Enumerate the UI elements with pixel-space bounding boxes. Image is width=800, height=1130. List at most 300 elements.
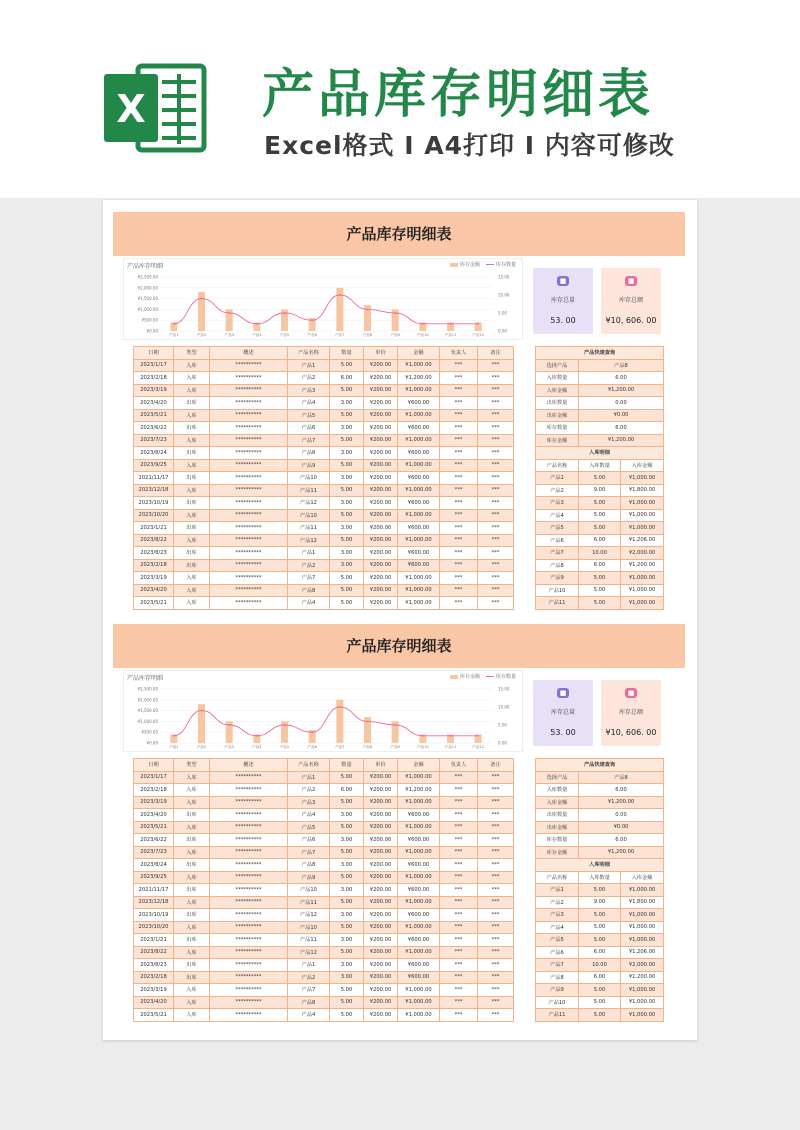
- table-cell: ¥1,000.00: [398, 996, 440, 1009]
- table-cell: 入库: [174, 771, 210, 784]
- table-cell: ***: [440, 896, 478, 909]
- x-tick-label: 产品2: [196, 745, 207, 749]
- table-cell: 产品4: [288, 397, 330, 410]
- table-cell: ¥200.00: [364, 409, 398, 422]
- y2-tick-label: 10.00: [498, 292, 510, 298]
- inbound-cell: 6.00: [579, 534, 621, 547]
- inbound-cell: 产品7: [536, 959, 579, 972]
- table-cell: ***: [440, 771, 478, 784]
- y-tick-label: ¥2,500.00: [137, 686, 158, 692]
- table-cell: 2023/2/18: [134, 971, 174, 984]
- table-cell: ¥1,000.00: [398, 409, 440, 422]
- inbound-title: 入库明细: [536, 859, 664, 872]
- table-cell: **********: [210, 859, 288, 872]
- lookup-row: [536, 834, 664, 847]
- inbound-cell: ¥1,000.00: [621, 921, 664, 934]
- inbound-cell: 6.00: [579, 946, 621, 959]
- x-tick-label: 产品8: [362, 745, 373, 749]
- table-cell: 5.00: [330, 771, 364, 784]
- chart-legend: 库存金额 库存数量: [450, 673, 516, 680]
- inbound-column-header: 入库金额: [621, 459, 664, 472]
- table-row: [134, 484, 514, 497]
- table-cell: **********: [210, 584, 288, 597]
- table-cell: ***: [440, 484, 478, 497]
- table-row: [134, 359, 514, 372]
- x-tick-label: 产品6: [307, 745, 317, 749]
- table-cell: ¥200.00: [364, 572, 398, 585]
- table-cell: 入库: [174, 434, 210, 447]
- table-cell: ¥600.00: [398, 934, 440, 947]
- table-cell: ***: [440, 996, 478, 1009]
- table-cell: 5.00: [330, 846, 364, 859]
- table-row: [134, 534, 514, 547]
- table-cell: 入库: [174, 572, 210, 585]
- table-cell: 5.00: [330, 584, 364, 597]
- excel-logo-icon: [100, 60, 210, 156]
- inbound-cell: ¥1,206.00: [621, 946, 664, 959]
- table-cell: **********: [210, 534, 288, 547]
- table-cell: ¥1,000.00: [398, 534, 440, 547]
- table-cell: ¥600.00: [398, 497, 440, 510]
- table-row: [134, 459, 514, 472]
- table-cell: ¥200.00: [364, 497, 398, 510]
- table-cell: 2023/5/21: [134, 409, 174, 422]
- x-tick-label: 产品9: [390, 333, 400, 337]
- lookup-value: 6.00: [579, 422, 664, 435]
- table-cell: ***: [440, 946, 478, 959]
- inbound-column-header: 入库数量: [579, 459, 621, 472]
- kpi-value: 53. 00: [550, 316, 576, 325]
- table-cell: 产品11: [288, 934, 330, 947]
- table-cell: 5.00: [330, 946, 364, 959]
- inbound-cell: 5.00: [579, 497, 621, 510]
- y-tick-label: ¥1,500.00: [137, 296, 158, 302]
- table-cell: **********: [210, 996, 288, 1009]
- inbound-cell: 产品6: [536, 946, 579, 959]
- inbound-row: [536, 597, 664, 610]
- wallet-icon: ■: [625, 688, 637, 698]
- table-cell: 入库: [174, 1009, 210, 1022]
- table-cell: 2023/6/22: [134, 834, 174, 847]
- table-cell: ***: [440, 409, 478, 422]
- table-cell: 5.00: [330, 796, 364, 809]
- table-cell: ¥200.00: [364, 846, 398, 859]
- lookup-key: 库存数量: [536, 834, 579, 847]
- chart-line-point: [201, 298, 203, 300]
- table-cell: 6.00: [330, 784, 364, 797]
- inbound-row: [536, 584, 664, 597]
- table-cell: 产品10: [288, 884, 330, 897]
- table-cell: 2023/8/23: [134, 547, 174, 560]
- inbound-cell: 5.00: [579, 572, 621, 585]
- lookup-row: [536, 384, 664, 397]
- table-cell: 产品11: [288, 522, 330, 535]
- inbound-row: [536, 522, 664, 535]
- table-cell: ***: [440, 459, 478, 472]
- sheet-title: 产品库存明细表: [113, 212, 685, 256]
- table-row: [134, 597, 514, 610]
- table-cell: **********: [210, 359, 288, 372]
- table-cell: ¥200.00: [364, 359, 398, 372]
- table-cell: 6.00: [330, 372, 364, 385]
- table-cell: 产品1: [288, 771, 330, 784]
- table-cell: 5.00: [330, 1009, 364, 1022]
- column-header: 数量: [330, 759, 364, 772]
- lookup-key: 库存数量: [536, 422, 579, 435]
- table-cell: ¥200.00: [364, 784, 398, 797]
- table-cell: 出库: [174, 497, 210, 510]
- table-cell: 出库: [174, 834, 210, 847]
- table-cell: ¥200.00: [364, 384, 398, 397]
- table-cell: **********: [210, 459, 288, 472]
- table-cell: 5.00: [330, 459, 364, 472]
- inbound-cell: ¥1,206.00: [621, 534, 664, 547]
- table-cell: ***: [440, 859, 478, 872]
- table-cell: ¥600.00: [398, 447, 440, 460]
- table-cell: 产品4: [288, 809, 330, 822]
- inbound-header-row: [536, 871, 664, 884]
- table-cell: ***: [478, 959, 514, 972]
- table-cell: 产品10: [288, 472, 330, 485]
- kpi-total-quantity: [533, 680, 593, 746]
- table-cell: ***: [440, 1009, 478, 1022]
- lookup-title-row: [536, 347, 664, 360]
- table-cell: 3.00: [330, 809, 364, 822]
- table-cell: ***: [478, 534, 514, 547]
- page-subtitle: Excel格式 I A4打印 I 内容可修改: [264, 131, 675, 160]
- table-cell: 3.00: [330, 834, 364, 847]
- table-cell: ¥200.00: [364, 821, 398, 834]
- table-row: [134, 946, 514, 959]
- table-cell: **********: [210, 472, 288, 485]
- table-cell: ***: [478, 359, 514, 372]
- table-cell: ***: [478, 397, 514, 410]
- table-row: [134, 909, 514, 922]
- y2-tick-label: 10.00: [498, 704, 510, 710]
- table-cell: 2023/12/18: [134, 896, 174, 909]
- table-cell: 2023/3/19: [134, 384, 174, 397]
- table-cell: 3.00: [330, 859, 364, 872]
- chart-line-point: [284, 312, 286, 314]
- inbound-cell: 9.00: [579, 896, 621, 909]
- column-header: 备注: [478, 759, 514, 772]
- table-cell: 产品4: [288, 597, 330, 610]
- chart-line-point: [284, 724, 286, 726]
- inbound-row: [536, 959, 664, 972]
- table-row: [134, 796, 514, 809]
- table-cell: 出库: [174, 859, 210, 872]
- table-cell: 出库: [174, 909, 210, 922]
- product-lookup-table: [535, 758, 664, 1022]
- x-tick-label: 产品3: [224, 333, 234, 337]
- table-cell: ¥600.00: [398, 559, 440, 572]
- inbound-row: [536, 497, 664, 510]
- lookup-value: 6.00: [579, 834, 664, 847]
- table-cell: 入库: [174, 509, 210, 522]
- chart-line-point: [339, 706, 341, 708]
- inbound-cell: ¥1,000.00: [621, 884, 664, 897]
- table-cell: **********: [210, 572, 288, 585]
- wallet-icon: ■: [625, 276, 637, 286]
- table-cell: ***: [478, 447, 514, 460]
- chart-line-point: [422, 735, 424, 737]
- table-cell: ***: [478, 422, 514, 435]
- table-cell: **********: [210, 809, 288, 822]
- table-cell: ¥600.00: [398, 522, 440, 535]
- table-row: [134, 584, 514, 597]
- inbound-title-row: [536, 447, 664, 460]
- lookup-value: ¥0.00: [579, 821, 664, 834]
- inbound-cell: ¥1,000.00: [621, 522, 664, 535]
- inbound-column-header: 产品名称: [536, 871, 579, 884]
- table-cell: ¥1,000.00: [398, 434, 440, 447]
- inbound-cell: 5.00: [579, 984, 621, 997]
- inbound-title: 入库明细: [536, 447, 664, 460]
- lookup-row: [536, 846, 664, 859]
- table-cell: ***: [440, 384, 478, 397]
- table-cell: **********: [210, 384, 288, 397]
- inbound-row: [536, 472, 664, 485]
- inbound-cell: 5.00: [579, 884, 621, 897]
- lookup-value: ¥1,200.00: [579, 846, 664, 859]
- table-cell: ¥200.00: [364, 1009, 398, 1022]
- table-cell: ***: [440, 372, 478, 385]
- x-tick-label: 产品12: [472, 745, 485, 749]
- column-header: 负责人: [440, 347, 478, 360]
- table-cell: 5.00: [330, 572, 364, 585]
- x-tick-label: 产品4: [252, 333, 262, 337]
- inbound-cell: 产品5: [536, 934, 579, 947]
- table-cell: 入库: [174, 784, 210, 797]
- table-row: [134, 397, 514, 410]
- table-cell: ¥200.00: [364, 459, 398, 472]
- chart-plot: [124, 269, 522, 339]
- table-cell: 入库: [174, 821, 210, 834]
- table-cell: ***: [478, 859, 514, 872]
- x-tick-label: 产品5: [279, 333, 290, 337]
- table-cell: ¥200.00: [364, 859, 398, 872]
- table-cell: 产品3: [288, 796, 330, 809]
- inbound-header-row: [536, 459, 664, 472]
- table-cell: ***: [440, 472, 478, 485]
- table-cell: 出库: [174, 971, 210, 984]
- inbound-cell: 产品4: [536, 921, 579, 934]
- table-cell: 入库: [174, 796, 210, 809]
- table-cell: ***: [478, 934, 514, 947]
- chart-title: 产品库存明细: [127, 263, 164, 270]
- table-cell: ***: [440, 971, 478, 984]
- chart-line-point: [201, 710, 203, 712]
- table-cell: ¥1,000.00: [398, 597, 440, 610]
- product-lookup-table: [535, 346, 664, 610]
- table-cell: 产品2: [288, 559, 330, 572]
- table-cell: 3.00: [330, 559, 364, 572]
- table-cell: 产品12: [288, 909, 330, 922]
- table-cell: 产品11: [288, 484, 330, 497]
- table-cell: **********: [210, 547, 288, 560]
- table-cell: 2023/10/19: [134, 497, 174, 510]
- table-cell: 2023/8/22: [134, 946, 174, 959]
- column-header: 概述: [210, 347, 288, 360]
- table-cell: 5.00: [330, 984, 364, 997]
- inbound-row: [536, 996, 664, 1009]
- chart-line-point: [367, 309, 369, 311]
- table-cell: ***: [478, 459, 514, 472]
- table-cell: 出库: [174, 447, 210, 460]
- table-cell: 出库: [174, 809, 210, 822]
- table-cell: 入库: [174, 984, 210, 997]
- table-row: [134, 771, 514, 784]
- inbound-row: [536, 572, 664, 585]
- table-cell: ¥1,000.00: [398, 1009, 440, 1022]
- table-row: [134, 834, 514, 847]
- table-row: [134, 509, 514, 522]
- table-cell: ***: [478, 809, 514, 822]
- inbound-cell: 5.00: [579, 909, 621, 922]
- x-tick-label: 产品10: [416, 333, 429, 337]
- table-cell: 产品4: [288, 1009, 330, 1022]
- chart-line-point: [173, 323, 175, 325]
- table-cell: **********: [210, 1009, 288, 1022]
- table-row: [134, 409, 514, 422]
- table-cell: ¥200.00: [364, 996, 398, 1009]
- table-cell: ***: [440, 572, 478, 585]
- table-cell: **********: [210, 796, 288, 809]
- table-cell: ¥200.00: [364, 809, 398, 822]
- kpi-value: ¥10, 606. 00: [605, 728, 657, 737]
- table-cell: ***: [478, 796, 514, 809]
- table-cell: 产品9: [288, 459, 330, 472]
- table-cell: **********: [210, 821, 288, 834]
- table-cell: 入库: [174, 459, 210, 472]
- table-cell: ***: [440, 359, 478, 372]
- table-cell: ***: [478, 597, 514, 610]
- table-cell: **********: [210, 896, 288, 909]
- chart-line-point: [339, 294, 341, 296]
- table-cell: 2023/4/20: [134, 584, 174, 597]
- inbound-cell: ¥1,000.00: [621, 472, 664, 485]
- table-cell: ¥200.00: [364, 909, 398, 922]
- table-cell: ¥1,000.00: [398, 359, 440, 372]
- table-header-row: [134, 759, 514, 772]
- table-cell: ***: [440, 434, 478, 447]
- table-cell: ¥200.00: [364, 934, 398, 947]
- table-cell: 3.00: [330, 959, 364, 972]
- table-cell: 2023/8/24: [134, 447, 174, 460]
- y-tick-label: ¥2,000.00: [137, 285, 158, 291]
- table-cell: ¥200.00: [364, 971, 398, 984]
- table-cell: ¥600.00: [398, 834, 440, 847]
- table-cell: ***: [440, 846, 478, 859]
- lookup-value: ¥1,200.00: [579, 384, 664, 397]
- table-row: [134, 984, 514, 997]
- table-row: [134, 971, 514, 984]
- table-row: [134, 547, 514, 560]
- inbound-cell: ¥1,000.00: [621, 572, 664, 585]
- box-icon: ■: [557, 276, 569, 286]
- y2-tick-label: 0.00: [498, 328, 507, 334]
- kpi-value: ¥10, 606. 00: [605, 316, 657, 325]
- lookup-row: [536, 771, 664, 784]
- table-cell: ¥1,000.00: [398, 771, 440, 784]
- table-cell: 出库: [174, 959, 210, 972]
- table-cell: 2023/6/22: [134, 422, 174, 435]
- table-cell: ***: [440, 447, 478, 460]
- table-cell: 2023/4/20: [134, 809, 174, 822]
- inbound-cell: 产品10: [536, 584, 579, 597]
- lookup-row: [536, 372, 664, 385]
- inbound-row: [536, 559, 664, 572]
- table-cell: ***: [440, 921, 478, 934]
- inbound-cell: ¥1,200.00: [621, 559, 664, 572]
- y-tick-label: ¥500.00: [141, 729, 158, 735]
- column-header: 负责人: [440, 759, 478, 772]
- x-tick-label: 产品11: [444, 333, 457, 337]
- inbound-cell: 产品10: [536, 996, 579, 1009]
- y-tick-label: ¥1,500.00: [137, 708, 158, 714]
- inbound-row: [536, 921, 664, 934]
- table-cell: ***: [440, 871, 478, 884]
- table-cell: 3.00: [330, 522, 364, 535]
- table-cell: ¥200.00: [364, 484, 398, 497]
- table-cell: **********: [210, 484, 288, 497]
- kpi-value: 53. 00: [550, 728, 576, 737]
- inbound-row: [536, 484, 664, 497]
- x-tick-label: 产品7: [335, 333, 345, 337]
- y-tick-label: ¥0.00: [146, 328, 158, 334]
- inbound-row: [536, 984, 664, 997]
- table-cell: ¥200.00: [364, 896, 398, 909]
- table-cell: 5.00: [330, 359, 364, 372]
- table-cell: ¥200.00: [364, 509, 398, 522]
- table-cell: 2023/1/21: [134, 522, 174, 535]
- inbound-cell: 产品1: [536, 884, 579, 897]
- inbound-row: [536, 884, 664, 897]
- column-header: 备注: [478, 347, 514, 360]
- inbound-cell: 5.00: [579, 934, 621, 947]
- inbound-cell: 5.00: [579, 509, 621, 522]
- table-cell: 产品5: [288, 409, 330, 422]
- table-cell: 2023/8/23: [134, 959, 174, 972]
- column-header: 单价: [364, 347, 398, 360]
- inventory-chart: [123, 670, 523, 752]
- inbound-cell: 产品3: [536, 497, 579, 510]
- table-cell: ¥600.00: [398, 971, 440, 984]
- table-cell: 3.00: [330, 909, 364, 922]
- table-cell: 产品2: [288, 971, 330, 984]
- table-cell: 入库: [174, 372, 210, 385]
- svg-text:X: X: [116, 87, 146, 131]
- table-cell: 入库: [174, 921, 210, 934]
- inbound-cell: 10.00: [579, 959, 621, 972]
- table-cell: 出库: [174, 522, 210, 535]
- table-cell: 产品11: [288, 896, 330, 909]
- kpi-label: 库存总量: [550, 297, 575, 304]
- table-cell: ¥200.00: [364, 884, 398, 897]
- table-cell: ¥200.00: [364, 397, 398, 410]
- column-header: 日期: [134, 759, 174, 772]
- table-cell: 2023/7/23: [134, 434, 174, 447]
- table-cell: 5.00: [330, 409, 364, 422]
- chart-line-point: [477, 735, 479, 737]
- table-cell: ¥200.00: [364, 547, 398, 560]
- table-cell: ¥200.00: [364, 597, 398, 610]
- table-cell: ***: [478, 509, 514, 522]
- lookup-key: 入库数量: [536, 372, 579, 385]
- inbound-cell: 产品11: [536, 1009, 579, 1022]
- table-cell: 5.00: [330, 509, 364, 522]
- table-cell: ***: [440, 534, 478, 547]
